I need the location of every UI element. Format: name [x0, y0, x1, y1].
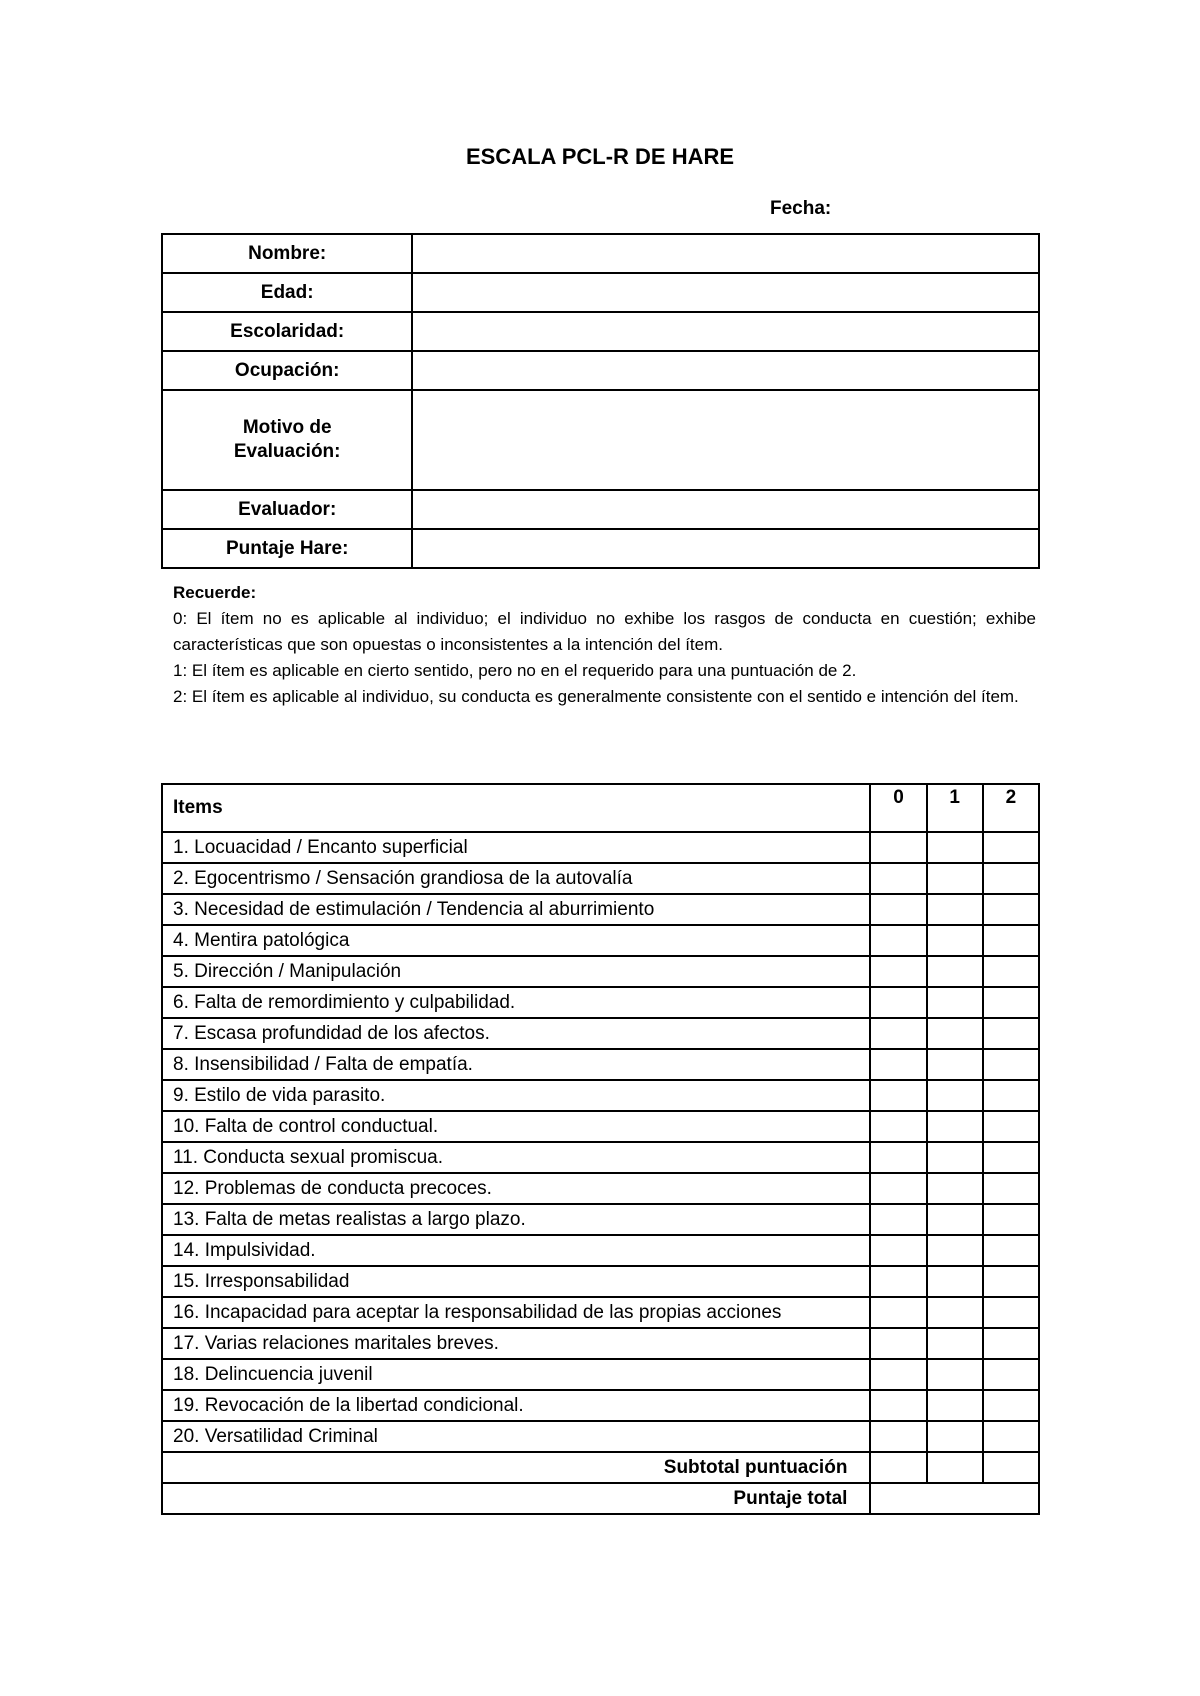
- age-field[interactable]: [412, 273, 1039, 312]
- item-label: 10. Falta de control conductual.: [162, 1111, 870, 1142]
- score-cell-1[interactable]: [927, 956, 983, 987]
- score-cell-1[interactable]: [927, 987, 983, 1018]
- score-cell-0[interactable]: [870, 956, 926, 987]
- item-label: 5. Dirección / Manipulación: [162, 956, 870, 987]
- table-row: [162, 925, 1039, 956]
- score-cell-2[interactable]: [983, 956, 1039, 987]
- score-cell-1[interactable]: [927, 1266, 983, 1297]
- score-cell-2[interactable]: [983, 1173, 1039, 1204]
- item-label: 18. Delincuencia juvenil: [162, 1359, 870, 1390]
- item-label: 2. Egocentrismo / Sensación grandiosa de la autovalía: [162, 863, 870, 894]
- schooling-field[interactable]: [412, 312, 1039, 351]
- subtotal-cell-0[interactable]: [870, 1452, 926, 1483]
- evaluator-label: Evaluador:: [162, 490, 412, 529]
- subtotal-cell-1[interactable]: [927, 1452, 983, 1483]
- score-cell-0[interactable]: [870, 1390, 926, 1421]
- table-row: [162, 1390, 1039, 1421]
- item-label: 6. Falta de remordimiento y culpabilidad.: [162, 987, 870, 1018]
- table-row: [162, 987, 1039, 1018]
- table-row: [162, 1266, 1039, 1297]
- score-cell-1[interactable]: [927, 1328, 983, 1359]
- score-cell-1[interactable]: [927, 1359, 983, 1390]
- score-cell-0[interactable]: [870, 1235, 926, 1266]
- score-cell-0[interactable]: [870, 1018, 926, 1049]
- score-cell-1[interactable]: [927, 1235, 983, 1266]
- table-row: [162, 1142, 1039, 1173]
- table-row: [162, 956, 1039, 987]
- item-label: 13. Falta de metas realistas a largo plazo.: [162, 1204, 870, 1235]
- item-label: 7. Escasa profundidad de los afectos.: [162, 1018, 870, 1049]
- personal-info-table: [161, 233, 1040, 569]
- score-cell-1[interactable]: [927, 863, 983, 894]
- score-header-0: 0: [870, 784, 926, 832]
- item-label: 3. Necesidad de estimulación / Tendencia al aburrimiento: [162, 894, 870, 925]
- table-row: [162, 1421, 1039, 1452]
- score-cell-2[interactable]: [983, 925, 1039, 956]
- score-cell-2[interactable]: [983, 987, 1039, 1018]
- score-cell-0[interactable]: [870, 832, 926, 863]
- hare-score-field[interactable]: [412, 529, 1039, 568]
- score-cell-2[interactable]: [983, 1390, 1039, 1421]
- item-label: 16. Incapacidad para aceptar la responsabilidad de las propias acciones: [162, 1297, 870, 1328]
- score-header-2: 2: [983, 784, 1039, 832]
- evaluation-reason-label: Motivo de Evaluación:: [162, 390, 412, 490]
- hare-score-label: Puntaje Hare:: [162, 529, 412, 568]
- score-cell-0[interactable]: [870, 1142, 926, 1173]
- score-cell-2[interactable]: [983, 1080, 1039, 1111]
- score-cell-0[interactable]: [870, 987, 926, 1018]
- score-cell-1[interactable]: [927, 1018, 983, 1049]
- score-cell-2[interactable]: [983, 1018, 1039, 1049]
- table-row: [162, 894, 1039, 925]
- name-label: Nombre:: [162, 234, 412, 273]
- score-cell-0[interactable]: [870, 1328, 926, 1359]
- item-label: 8. Insensibilidad / Falta de empatía.: [162, 1049, 870, 1080]
- item-label: 1. Locuacidad / Encanto superficial: [162, 832, 870, 863]
- item-label: 15. Irresponsabilidad: [162, 1266, 870, 1297]
- score-cell-2[interactable]: [983, 1142, 1039, 1173]
- score-cell-1[interactable]: [927, 832, 983, 863]
- score-cell-0[interactable]: [870, 1359, 926, 1390]
- table-row: [162, 1049, 1039, 1080]
- subtotal-cell-2[interactable]: [983, 1452, 1039, 1483]
- occupation-field[interactable]: [412, 351, 1039, 390]
- name-field[interactable]: [412, 234, 1039, 273]
- table-row: [162, 1297, 1039, 1328]
- item-label: 11. Conducta sexual promiscua.: [162, 1142, 870, 1173]
- score-cell-1[interactable]: [927, 1049, 983, 1080]
- score-cell-2[interactable]: [983, 1049, 1039, 1080]
- score-header-1: 1: [927, 784, 983, 832]
- score-cell-1[interactable]: [927, 894, 983, 925]
- score-cell-0[interactable]: [870, 1173, 926, 1204]
- score-cell-1[interactable]: [927, 1080, 983, 1111]
- table-row: [162, 1204, 1039, 1235]
- schooling-label: Escolaridad:: [162, 312, 412, 351]
- score-cell-2[interactable]: [983, 1266, 1039, 1297]
- table-row: [162, 1080, 1039, 1111]
- score-cell-2[interactable]: [983, 1297, 1039, 1328]
- score-cell-2[interactable]: [983, 863, 1039, 894]
- score-cell-1[interactable]: [927, 1204, 983, 1235]
- reminder-section: [173, 580, 1036, 710]
- score-cell-2[interactable]: [983, 1235, 1039, 1266]
- reminder-heading: Recuerde:: [173, 583, 257, 602]
- score-cell-0[interactable]: [870, 1421, 926, 1452]
- subtotal-label: Subtotal puntuación: [162, 1452, 870, 1483]
- table-row: [162, 863, 1039, 894]
- score-cell-1[interactable]: [927, 925, 983, 956]
- score-cell-2[interactable]: [983, 1328, 1039, 1359]
- table-row: [162, 1018, 1039, 1049]
- age-label: Edad:: [162, 273, 412, 312]
- evaluation-reason-field[interactable]: [412, 390, 1039, 490]
- item-label: 20. Versatilidad Criminal: [162, 1421, 870, 1452]
- score-cell-0[interactable]: [870, 863, 926, 894]
- evaluator-field[interactable]: [412, 490, 1039, 529]
- score-cell-1[interactable]: [927, 1111, 983, 1142]
- score-cell-0[interactable]: [870, 1266, 926, 1297]
- score-cell-2[interactable]: [983, 1204, 1039, 1235]
- items-header-row: [162, 784, 1039, 832]
- score-cell-1[interactable]: [927, 1142, 983, 1173]
- score-cell-1[interactable]: [927, 1173, 983, 1204]
- score-cell-0[interactable]: [870, 1297, 926, 1328]
- reminder-line-0: 0: El ítem no es aplicable al individuo; el individuo no exhibe los rasgos de conducta en cuestión; exhibe características que son opuestas o inconsistentes a la intención del ítem.: [173, 609, 1036, 654]
- table-row: [162, 1235, 1039, 1266]
- score-cell-2[interactable]: [983, 1359, 1039, 1390]
- score-cell-0[interactable]: [870, 1080, 926, 1111]
- score-cell-0[interactable]: [870, 925, 926, 956]
- item-label: 19. Revocación de la libertad condicional.: [162, 1390, 870, 1421]
- table-row: [162, 1359, 1039, 1390]
- score-cell-2[interactable]: [983, 894, 1039, 925]
- total-cell[interactable]: [870, 1483, 1039, 1514]
- score-cell-2[interactable]: [983, 1111, 1039, 1142]
- item-label: 9. Estilo de vida parasito.: [162, 1080, 870, 1111]
- occupation-label: Ocupación:: [162, 351, 412, 390]
- item-label: 17. Varias relaciones maritales breves.: [162, 1328, 870, 1359]
- score-cell-1[interactable]: [927, 1297, 983, 1328]
- table-row: [162, 1328, 1039, 1359]
- items-table: [161, 783, 1040, 1515]
- score-cell-0[interactable]: [870, 1111, 926, 1142]
- table-row: [162, 1173, 1039, 1204]
- date-label: Fecha:: [770, 198, 832, 219]
- document-title: ESCALA PCL-R DE HARE: [465, 144, 735, 169]
- reminder-line-1: 1: El ítem es aplicable en cierto sentido, pero no en el requerido para una puntuación de 2.: [173, 661, 857, 680]
- score-cell-0[interactable]: [870, 894, 926, 925]
- subtotal-row: [162, 1452, 1039, 1483]
- total-label: Puntaje total: [162, 1483, 870, 1514]
- item-label: 12. Problemas de conducta precoces.: [162, 1173, 870, 1204]
- item-label: 14. Impulsividad.: [162, 1235, 870, 1266]
- score-cell-1[interactable]: [927, 1421, 983, 1452]
- score-cell-1[interactable]: [927, 1390, 983, 1421]
- reminder-line-2: 2: El ítem es aplicable al individuo, su conducta es generalmente consistente con el sentido e intención del ítem.: [173, 687, 1019, 706]
- score-cell-2[interactable]: [983, 1421, 1039, 1452]
- table-row: [162, 832, 1039, 863]
- item-label: 4. Mentira patológica: [162, 925, 870, 956]
- score-cell-2[interactable]: [983, 832, 1039, 863]
- score-cell-0[interactable]: [870, 1049, 926, 1080]
- score-cell-0[interactable]: [870, 1204, 926, 1235]
- total-row: [162, 1483, 1039, 1514]
- table-row: [162, 1111, 1039, 1142]
- items-header-label: Items: [162, 784, 870, 832]
